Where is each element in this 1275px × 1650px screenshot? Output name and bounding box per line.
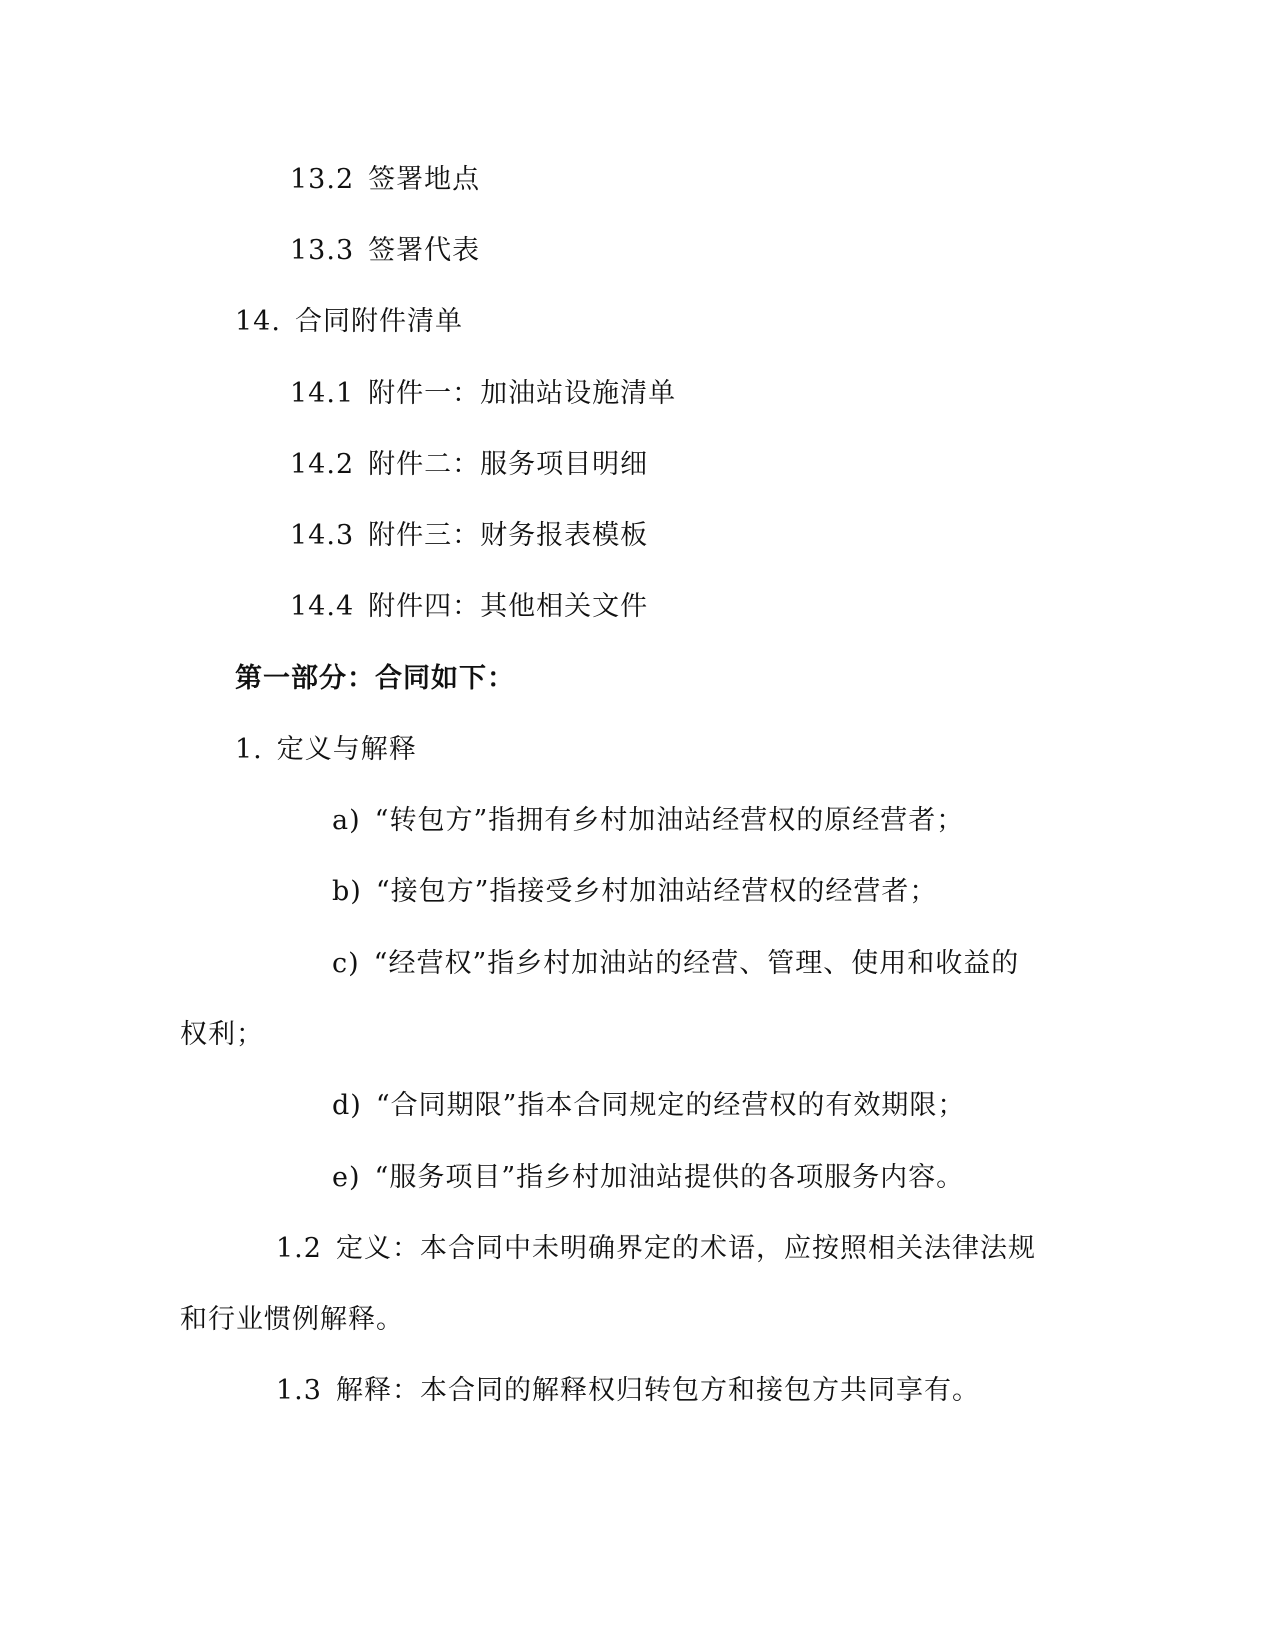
clause-text: 附件三：财务报表模板 [368, 520, 649, 551]
clause-number: 1.2 [276, 1233, 322, 1264]
item-letter: d) [332, 1090, 362, 1121]
clause-14-3 [290, 518, 648, 554]
clause-text: 定义：本合同中未明确界定的术语，应按照相关法律法规 [335, 1233, 1036, 1264]
clause-text: 解释：本合同的解释权归转包方和接包方共同享有。 [335, 1375, 980, 1406]
section-number: 14. [235, 306, 281, 337]
definition-b [332, 874, 937, 910]
item-text: “合同期限”指本合同规定的经营权的有效期限； [375, 1090, 966, 1121]
section-title: 定义与解释 [276, 734, 417, 765]
section-title: 合同附件清单 [294, 306, 463, 337]
clause-1-3 [276, 1373, 980, 1409]
clause-14-2 [290, 447, 648, 483]
definition-d [332, 1088, 965, 1124]
clause-number: 1.3 [276, 1375, 322, 1406]
clause-number: 14.1 [290, 378, 355, 409]
clause-14-4 [290, 589, 648, 625]
clause-text: 附件四：其他相关文件 [368, 591, 649, 622]
item-letter: b) [332, 876, 362, 907]
section-14-heading [235, 304, 463, 340]
item-text-continued: 权利； [180, 1019, 264, 1050]
definition-a [332, 803, 964, 839]
item-letter: a) [332, 805, 361, 836]
item-letter: c) [332, 948, 360, 979]
clause-13-3 [290, 233, 480, 269]
part-one-heading [235, 661, 515, 697]
clause-1-2-continued [180, 1302, 404, 1338]
item-text: “经营权”指乡村加油站的经营、管理、使用和收益的 [373, 948, 1020, 979]
clause-text: 附件二：服务项目明细 [368, 449, 649, 480]
definition-c-continued [180, 1017, 264, 1053]
clause-text: 签署地点 [368, 164, 481, 195]
clause-text: 签署代表 [368, 235, 481, 266]
clause-number: 14.2 [290, 449, 355, 480]
section-1-heading [235, 732, 417, 768]
clause-text-continued: 和行业惯例解释。 [180, 1304, 404, 1335]
definition-c [332, 946, 1019, 982]
item-text: “接包方”指接受乡村加油站经营权的经营者； [375, 876, 938, 907]
clause-14-1 [290, 376, 676, 412]
clause-number: 13.3 [290, 235, 355, 266]
clause-text: 附件一：加油站设施清单 [368, 378, 677, 409]
section-number: 1. [235, 734, 263, 765]
definition-e [332, 1160, 964, 1196]
item-letter: e) [332, 1162, 361, 1193]
clause-number: 13.2 [290, 164, 355, 195]
clause-13-2 [290, 162, 480, 198]
part-title: 第一部分：合同如下： [235, 663, 515, 694]
clause-number: 14.4 [290, 591, 355, 622]
item-text: “转包方”指拥有乡村加油站经营权的原经营者； [374, 805, 965, 836]
clause-1-2 [276, 1231, 1036, 1267]
clause-number: 14.3 [290, 520, 355, 551]
item-text: “服务项目”指乡村加油站提供的各项服务内容。 [374, 1162, 965, 1193]
